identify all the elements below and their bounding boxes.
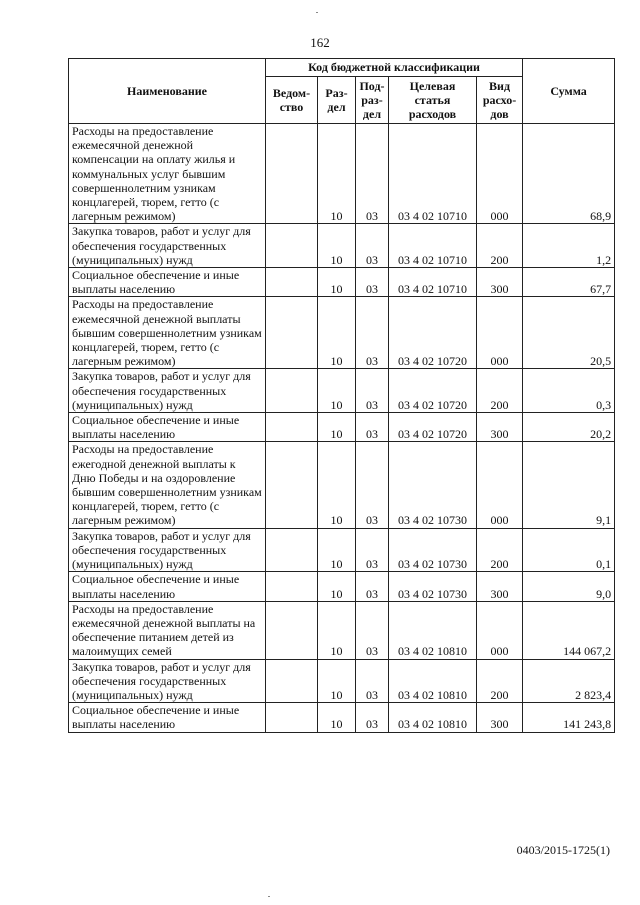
row-razdel: 10	[318, 297, 356, 369]
row-vedomstvo	[266, 703, 318, 732]
header-vid: Вид расхо-дов	[477, 77, 523, 124]
table-body	[69, 124, 615, 733]
row-vid: 200	[477, 659, 523, 703]
row-vid: 200	[477, 528, 523, 572]
row-target: 03 4 02 10810	[389, 601, 477, 659]
row-podrazdel: 03	[356, 572, 389, 601]
row-razdel: 10	[318, 572, 356, 601]
row-target: 03 4 02 10730	[389, 572, 477, 601]
row-vedomstvo	[266, 124, 318, 224]
row-vedomstvo	[266, 413, 318, 442]
row-name: Закупка товаров, работ и услуг для обеспечения государственных (муниципальных) нужд	[69, 224, 266, 268]
header-vedomstvo: Ведом-ство	[266, 77, 318, 124]
row-razdel: 10	[318, 224, 356, 268]
budget-classification-table	[68, 58, 615, 733]
table-row	[69, 442, 615, 528]
row-name: Расходы на предоставление ежемесячной денежной выплаты на обеспечение питанием детей из малоимущих семей	[69, 601, 266, 659]
row-name: Расходы на предоставление ежемесячной денежной компенсации на оплату жилья и коммунальных услуг бывшим совершеннолетним узникам концлагерей, тюрем, гетто (с лагерным режимом)	[69, 124, 266, 224]
row-vedomstvo	[266, 224, 318, 268]
row-target: 03 4 02 10710	[389, 224, 477, 268]
page-number: 162	[310, 35, 330, 50]
row-sum: 67,7	[523, 268, 615, 297]
row-podrazdel: 03	[356, 124, 389, 224]
row-vedomstvo	[266, 601, 318, 659]
row-vid: 000	[477, 601, 523, 659]
row-sum: 0,3	[523, 369, 615, 413]
row-vid: 200	[477, 369, 523, 413]
row-sum: 20,5	[523, 297, 615, 369]
row-razdel: 10	[318, 268, 356, 297]
row-vid: 000	[477, 297, 523, 369]
row-target: 03 4 02 10810	[389, 659, 477, 703]
row-vedomstvo	[266, 572, 318, 601]
row-vid: 300	[477, 268, 523, 297]
table-row	[69, 703, 615, 732]
row-vid: 300	[477, 572, 523, 601]
header-code-group: Код бюджетной классификации	[266, 59, 523, 77]
row-name: Социальное обеспечение и иные выплаты населению	[69, 268, 266, 297]
row-vid: 300	[477, 413, 523, 442]
row-razdel: 10	[318, 442, 356, 528]
row-vid: 000	[477, 442, 523, 528]
row-sum: 9,1	[523, 442, 615, 528]
row-sum: 144 067,2	[523, 601, 615, 659]
row-vedomstvo	[266, 268, 318, 297]
table-row	[69, 528, 615, 572]
row-name: Расходы на предоставление ежегодной денежной выплаты к Дню Победы и на оздоровление бывшим совершеннолетним узникам концлагерей, тюрем, гетто (с лагерным режимом)	[69, 442, 266, 528]
row-razdel: 10	[318, 124, 356, 224]
row-target: 03 4 02 10720	[389, 413, 477, 442]
row-sum: 9,0	[523, 572, 615, 601]
row-name: Социальное обеспечение и иные выплаты населению	[69, 413, 266, 442]
row-vedomstvo	[266, 528, 318, 572]
scan-speck	[268, 896, 270, 897]
row-vedomstvo	[266, 297, 318, 369]
row-podrazdel: 03	[356, 659, 389, 703]
table-row	[69, 572, 615, 601]
row-target: 03 4 02 10720	[389, 369, 477, 413]
row-vid: 000	[477, 124, 523, 224]
table-row	[69, 124, 615, 224]
row-target: 03 4 02 10710	[389, 124, 477, 224]
row-razdel: 10	[318, 369, 356, 413]
scan-speck	[316, 12, 318, 13]
document-code: 0403/2015-1725(1)	[516, 843, 610, 857]
row-razdel: 10	[318, 601, 356, 659]
row-podrazdel: 03	[356, 224, 389, 268]
table-row	[69, 369, 615, 413]
row-target: 03 4 02 10720	[389, 297, 477, 369]
row-sum: 0,1	[523, 528, 615, 572]
row-name: Закупка товаров, работ и услуг для обеспечения государственных (муниципальных) нужд	[69, 659, 266, 703]
row-podrazdel: 03	[356, 703, 389, 732]
row-podrazdel: 03	[356, 268, 389, 297]
row-target: 03 4 02 10730	[389, 442, 477, 528]
row-vedomstvo	[266, 369, 318, 413]
row-sum: 68,9	[523, 124, 615, 224]
row-vid: 200	[477, 224, 523, 268]
row-podrazdel: 03	[356, 442, 389, 528]
row-vedomstvo	[266, 659, 318, 703]
table-row	[69, 659, 615, 703]
header-target: Целевая статья расходов	[389, 77, 477, 124]
table-row	[69, 297, 615, 369]
table-row	[69, 224, 615, 268]
row-podrazdel: 03	[356, 601, 389, 659]
row-razdel: 10	[318, 413, 356, 442]
row-sum: 2 823,4	[523, 659, 615, 703]
row-target: 03 4 02 10810	[389, 703, 477, 732]
row-podrazdel: 03	[356, 297, 389, 369]
row-target: 03 4 02 10730	[389, 528, 477, 572]
header-name: Наименование	[69, 59, 266, 124]
row-sum: 141 243,8	[523, 703, 615, 732]
table-row	[69, 413, 615, 442]
row-sum: 1,2	[523, 224, 615, 268]
row-razdel: 10	[318, 703, 356, 732]
header-razdel: Раз-дел	[318, 77, 356, 124]
header-podrazdel: Под-раз-дел	[356, 77, 389, 124]
row-podrazdel: 03	[356, 528, 389, 572]
row-vedomstvo	[266, 442, 318, 528]
row-vid: 300	[477, 703, 523, 732]
row-name: Закупка товаров, работ и услуг для обеспечения государственных (муниципальных) нужд	[69, 369, 266, 413]
row-razdel: 10	[318, 659, 356, 703]
table-row	[69, 601, 615, 659]
row-name: Социальное обеспечение и иные выплаты населению	[69, 703, 266, 732]
row-name: Расходы на предоставление ежемесячной денежной выплаты бывшим совершеннолетним узникам концлагерей, тюрем, гетто (с лагерным режимом)	[69, 297, 266, 369]
row-sum: 20,2	[523, 413, 615, 442]
row-podrazdel: 03	[356, 413, 389, 442]
row-name: Закупка товаров, работ и услуг для обеспечения государственных (муниципальных) нужд	[69, 528, 266, 572]
row-target: 03 4 02 10710	[389, 268, 477, 297]
row-razdel: 10	[318, 528, 356, 572]
table-row	[69, 268, 615, 297]
row-name: Социальное обеспечение и иные выплаты населению	[69, 572, 266, 601]
header-row-group	[69, 59, 615, 77]
header-sum: Сумма	[523, 59, 615, 124]
row-podrazdel: 03	[356, 369, 389, 413]
